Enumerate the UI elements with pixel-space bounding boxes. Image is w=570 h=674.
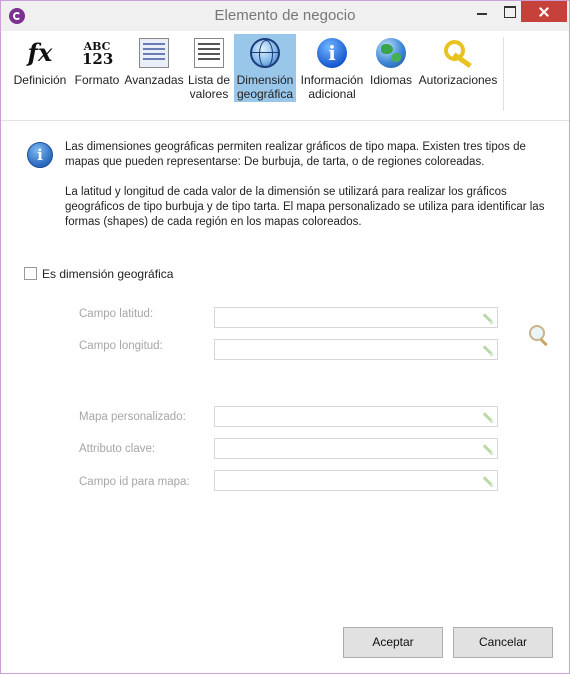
tab-label: Idiomas [369, 73, 413, 87]
map-id-field[interactable] [214, 470, 498, 491]
tab-formato[interactable] [71, 34, 123, 102]
tab-label: Avanzadas [124, 73, 184, 87]
tab-lista-de-valores[interactable] [185, 34, 233, 102]
accept-button[interactable]: Aceptar [343, 627, 443, 658]
tab-autorizaciones[interactable] [416, 34, 500, 102]
tab-definicion[interactable] [10, 34, 70, 102]
longitude-label: Campo longitud: [79, 340, 163, 352]
info-paragraph-1: Las dimensiones geográficas permiten realizar gráficos de tipo mapa. Existen tres tipos de mapas que pueden representarse: De burbuja, de tarta, o de regiones coloreadas. [65, 141, 526, 168]
tab-avanzadas[interactable] [124, 34, 184, 102]
tab-label: Dimensión geográfica [236, 73, 294, 101]
function-fx-icon: fx [27, 38, 53, 67]
minimize-icon[interactable] [468, 1, 496, 23]
tab-label: Formato [74, 73, 120, 87]
key-attribute-label: Attributo clave: [79, 443, 156, 455]
search-location-icon[interactable] [529, 325, 551, 347]
pencil-icon[interactable] [481, 312, 493, 324]
geo-dimension-checkbox[interactable] [24, 267, 37, 280]
map-id-label: Campo id para mapa: [79, 476, 190, 488]
latitude-field[interactable] [214, 307, 498, 328]
toolbar-divider [503, 37, 504, 111]
tab-idiomas[interactable] [368, 34, 414, 102]
info-icon: i [317, 38, 347, 68]
pencil-icon[interactable] [481, 443, 493, 455]
custom-map-field[interactable] [214, 406, 498, 427]
list-document-icon [194, 38, 224, 68]
longitude-field[interactable] [214, 339, 498, 360]
info-description [65, 140, 551, 245]
tab-informacion-adicional[interactable] [297, 34, 367, 102]
pencil-icon[interactable] [481, 475, 493, 487]
tab-label: Definición [13, 73, 67, 87]
pencil-icon[interactable] [481, 344, 493, 356]
window-title: Elemento de negocio [214, 7, 356, 24]
globe-icon [250, 38, 280, 68]
key-icon [443, 38, 473, 68]
information-icon: i [27, 142, 53, 168]
earth-icon [376, 38, 406, 68]
maximize-icon[interactable] [495, 1, 523, 23]
tab-dimension-geografica[interactable] [234, 34, 296, 102]
tab-label: Autorizaciones [418, 73, 498, 87]
title-bar[interactable] [1, 1, 569, 31]
close-icon[interactable] [521, 1, 567, 22]
tab-label: Información adicional [300, 73, 364, 101]
abc-123-format-icon: ABC 123 [82, 40, 114, 68]
geo-dimension-checkbox-label[interactable]: Es dimensión geográfica [42, 267, 174, 281]
cancel-button[interactable]: Cancelar [453, 627, 553, 658]
custom-map-label: Mapa personalizado: [79, 411, 186, 423]
key-attribute-field[interactable] [214, 438, 498, 459]
info-paragraph-2: La latitud y longitud de cada valor de la dimensión se utilizará para realizar los gráficos geográficos de tipo burbuja y de tipo tarta. El mapa personalizado se utiliza para identificar las formas (shapes) de cada región en los mapas coloreados. [65, 186, 545, 228]
tab-toolbar [1, 31, 569, 121]
pencil-icon[interactable] [481, 411, 493, 423]
advanced-document-icon [139, 38, 169, 68]
latitude-label: Campo latitud: [79, 308, 154, 320]
tab-label: Lista de valores [187, 73, 231, 101]
